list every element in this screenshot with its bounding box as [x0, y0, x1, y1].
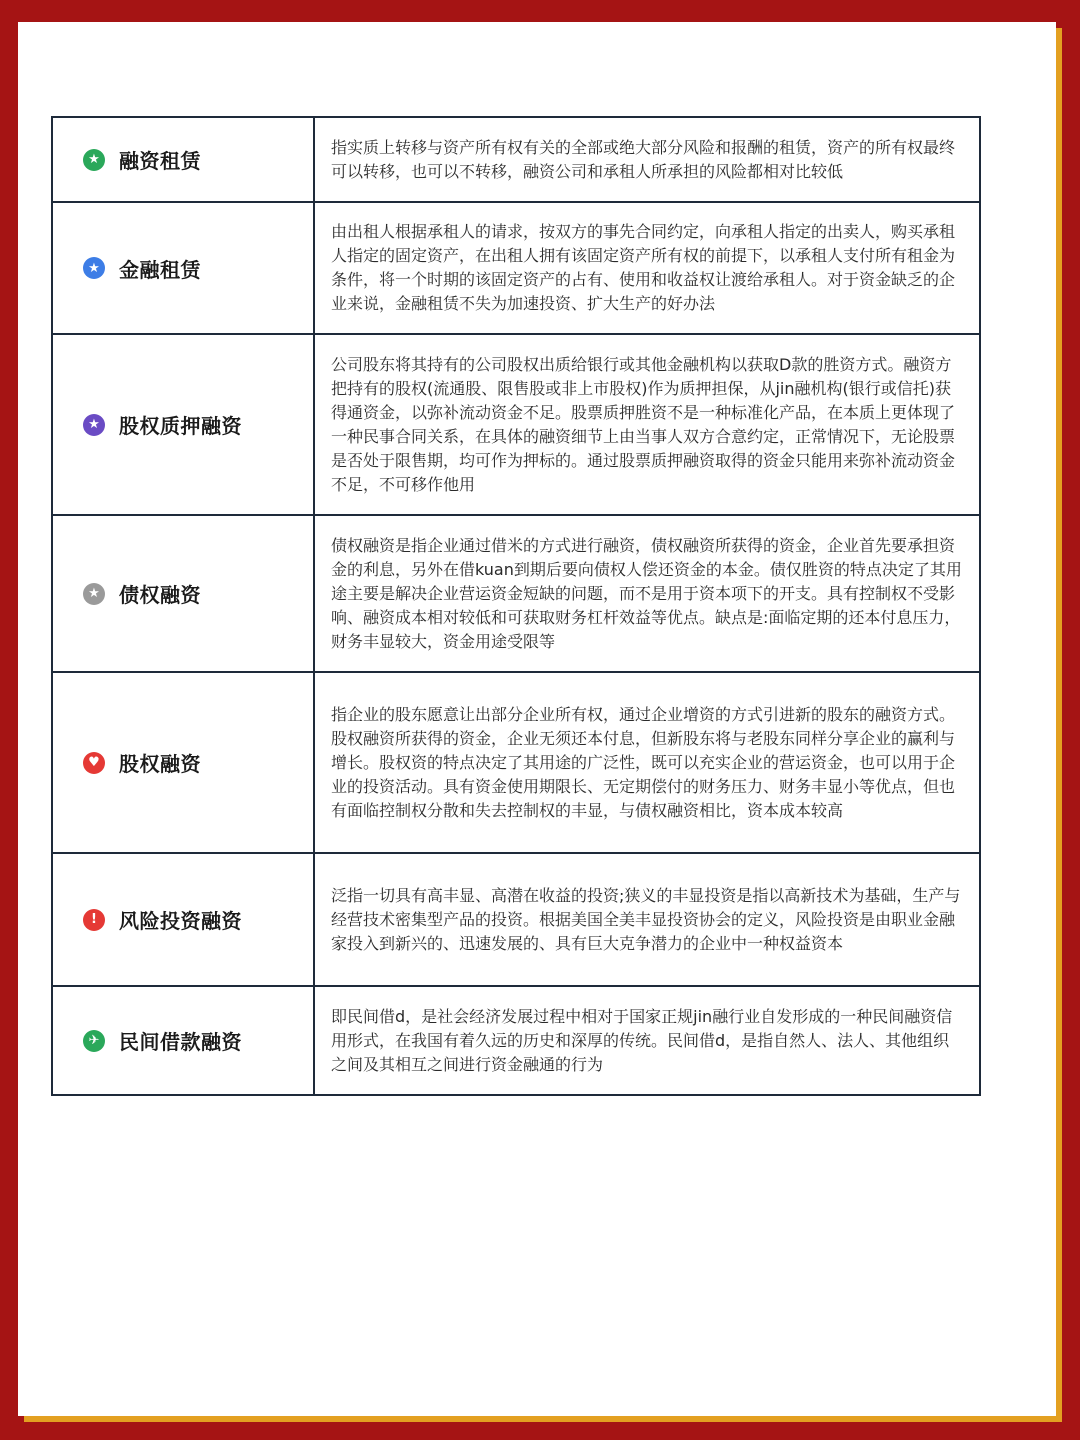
method-description: 债权融资是指企业通过借米的方式进行融资，债权融资所获得的资金，企业首先要承担资金的利息，另外在借kuan到期后要向债权人偿还资金的本金。债仅胜资的特点决定了其用途主要是解决企业营运资金短缺的问题，而不是用于资本项下的开支。具有控制权不受影响、融资成本相对较低和可获取财务杠杆效益等优点。缺点是:面临定期的还本付息压力，财务丰显较大，资金用途受限等	[331, 535, 962, 651]
table-row	[53, 516, 979, 673]
financing-methods-table	[51, 116, 981, 1096]
heart-icon: ♥	[83, 752, 105, 774]
method-name: 民间借款融资	[119, 1030, 242, 1054]
method-name-cell	[53, 335, 315, 514]
table-row	[53, 987, 979, 1094]
alert-icon: !	[83, 909, 105, 931]
method-name: 融资租赁	[119, 149, 201, 173]
table-row	[53, 203, 979, 335]
method-description-cell	[315, 118, 979, 201]
method-name: 股权融资	[119, 752, 201, 776]
method-name: 风险投资融资	[119, 909, 242, 933]
method-name-cell	[53, 118, 315, 201]
star-icon: ★	[83, 149, 105, 171]
method-description-cell	[315, 203, 979, 333]
method-name-cell	[53, 987, 315, 1094]
method-description-cell	[315, 673, 979, 852]
method-description: 由出租人根据承租人的请求，按双方的事先合同约定，向承租人指定的出卖人，购买承租人指定的固定资产，在出租人拥有该固定资产所有权的前提下，以承租人支付所有租金为条件，将一个时期的该固定资产的占有、使用和收益权让渡给承租人。对于资金缺乏的企业来说，金融租赁不失为加速投资、扩大生产的好办法	[331, 222, 956, 313]
method-description: 指企业的股东愿意让出部分企业所有权，通过企业增资的方式引进新的股东的融资方式。股权融资所获得的资金，企业无须还本付息，但新股东将与老股东同样分享企业的赢利与增长。股权资的特点决定了其用途的广泛性，既可以充实企业的营运资金，也可以用于企业的投资活动。具有资金使用期限长、无定期偿付的财务压力、财务丰显小等优点，但也有面临控制权分散和失去控制权的丰显，与债权融资相比，资本成本较高	[331, 704, 956, 820]
method-description: 泛指一切具有高丰显、高潜在收益的投资;狭义的丰显投资是指以高新技术为基础，生产与经营技术密集型产品的投资。根据美国全美丰显投资协会的定义，风险投资是由职业金融家投入到新兴的、迅速发展的、具有巨大克争潜力的企业中一种权益资本	[331, 885, 961, 953]
method-description-cell	[315, 854, 979, 985]
method-description: 指实质上转移与资产所有权有关的全部或绝大部分风险和报酬的租赁，资产的所有权最终可以转移，也可以不转移，融资公司和承租人所承担的风险都相对比较低	[331, 137, 956, 181]
method-name-cell	[53, 516, 315, 671]
table-row	[53, 335, 979, 516]
star-icon: ★	[83, 583, 105, 605]
method-name-cell	[53, 203, 315, 333]
table-row	[53, 673, 979, 854]
method-description-cell	[315, 335, 979, 514]
method-description: 即民间借d，是社会经济发展过程中相对于国家正规jin融行业自发形成的一种民间融资信用形式，在我国有着久远的历史和深厚的传统。民间借d，是指自然人、法人、其他组织之间及其相互之间进行资金融通的行为	[331, 1006, 953, 1074]
method-name-cell	[53, 673, 315, 852]
method-description: 公司股东将其持有的公司股权出质给银行或其他金融机构以获取D款的胜资方式。融资方把持有的股权(流通股、限售股或非上市股权)作为质押担保，从jin融机构(银行或信托)获得通资金，以弥补流动资金不足。股票质押胜资不是一种标准化产品，在本质上更体现了一种民事合同关系，在具体的融资细节上由当事人双方合意约定，正常情况下，无论股票是否处于限售期，均可作为押标的。通过股票质押融资取得的资金只能用来弥补流动资金不足，不可移作他用	[331, 354, 956, 494]
method-description-cell	[315, 987, 979, 1094]
method-name-cell	[53, 854, 315, 985]
star-icon: ★	[83, 257, 105, 279]
method-name: 债权融资	[119, 583, 201, 607]
runner-icon: ✈	[83, 1030, 105, 1052]
table-row	[53, 118, 979, 203]
star-icon: ★	[83, 414, 105, 436]
method-name: 股权质押融资	[119, 414, 242, 438]
table-row	[53, 854, 979, 987]
method-name: 金融租赁	[119, 257, 201, 282]
method-description-cell	[315, 516, 979, 671]
